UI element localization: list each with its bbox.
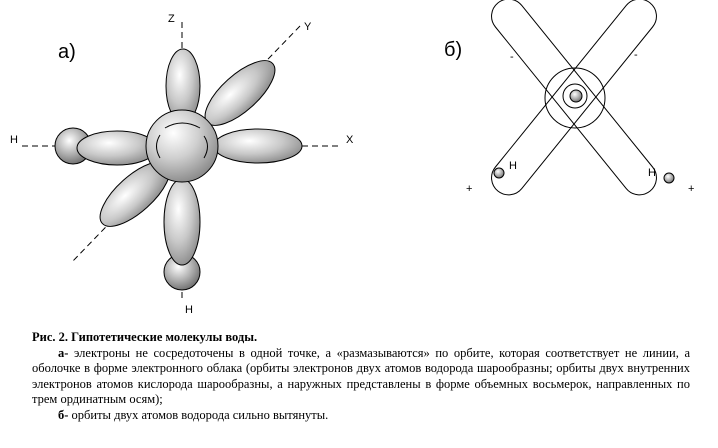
caption-paragraph-a: [32, 346, 690, 408]
caption-a-lead: а-: [58, 345, 69, 360]
caption-title: Рис. 2. Гипотетические молекулы воды.: [32, 330, 258, 344]
minus-right-label: -: [634, 49, 638, 61]
caption-b-lead: б-: [58, 407, 69, 422]
lobe-z-bottom: [164, 179, 200, 265]
hydrogen-nucleus-left: [494, 168, 504, 178]
panel-b-label: б): [444, 39, 463, 61]
caption-a-text: электроны не сосредоточены в одной точке, а «размазываются» по орбите, которая соответствует не линии, а оболочке в форме электронного облака (орбиты электронов двух атомов водорода шарообразны; орбиты двух внутренних электронов атомов кислорода шарообразны, а наружных представлены в форме объемных восьмерок, направленных по трем ординатным осям);: [32, 345, 690, 407]
hydrogen-right-b-label: H: [648, 167, 656, 179]
caption-paragraph-b: [32, 408, 690, 424]
panel-a-label: а): [58, 41, 76, 63]
lobe-x-right: [214, 129, 302, 163]
hydrogen-left-label: H: [10, 134, 18, 146]
panel-b: [444, 0, 694, 202]
hydrogen-left-b-label: H: [509, 160, 517, 172]
caption-b-text: орбиты двух атомов водорода сильно вытянуты.: [68, 407, 329, 422]
panel-a: [10, 13, 354, 316]
minus-left-label: -: [510, 51, 514, 63]
figure-caption: [32, 330, 690, 424]
lobe-x-left: [77, 131, 157, 165]
axis-z-label: Z: [168, 13, 175, 25]
oxygen-nucleus: [570, 90, 582, 102]
axis-x-label: X: [346, 134, 354, 146]
hydrogen-bottom-label: H: [185, 304, 193, 316]
plus-right-label: +: [688, 183, 695, 195]
plus-left-label: +: [466, 183, 473, 195]
axis-y-label: Y: [304, 21, 312, 33]
hydrogen-nucleus-right: [664, 173, 674, 183]
